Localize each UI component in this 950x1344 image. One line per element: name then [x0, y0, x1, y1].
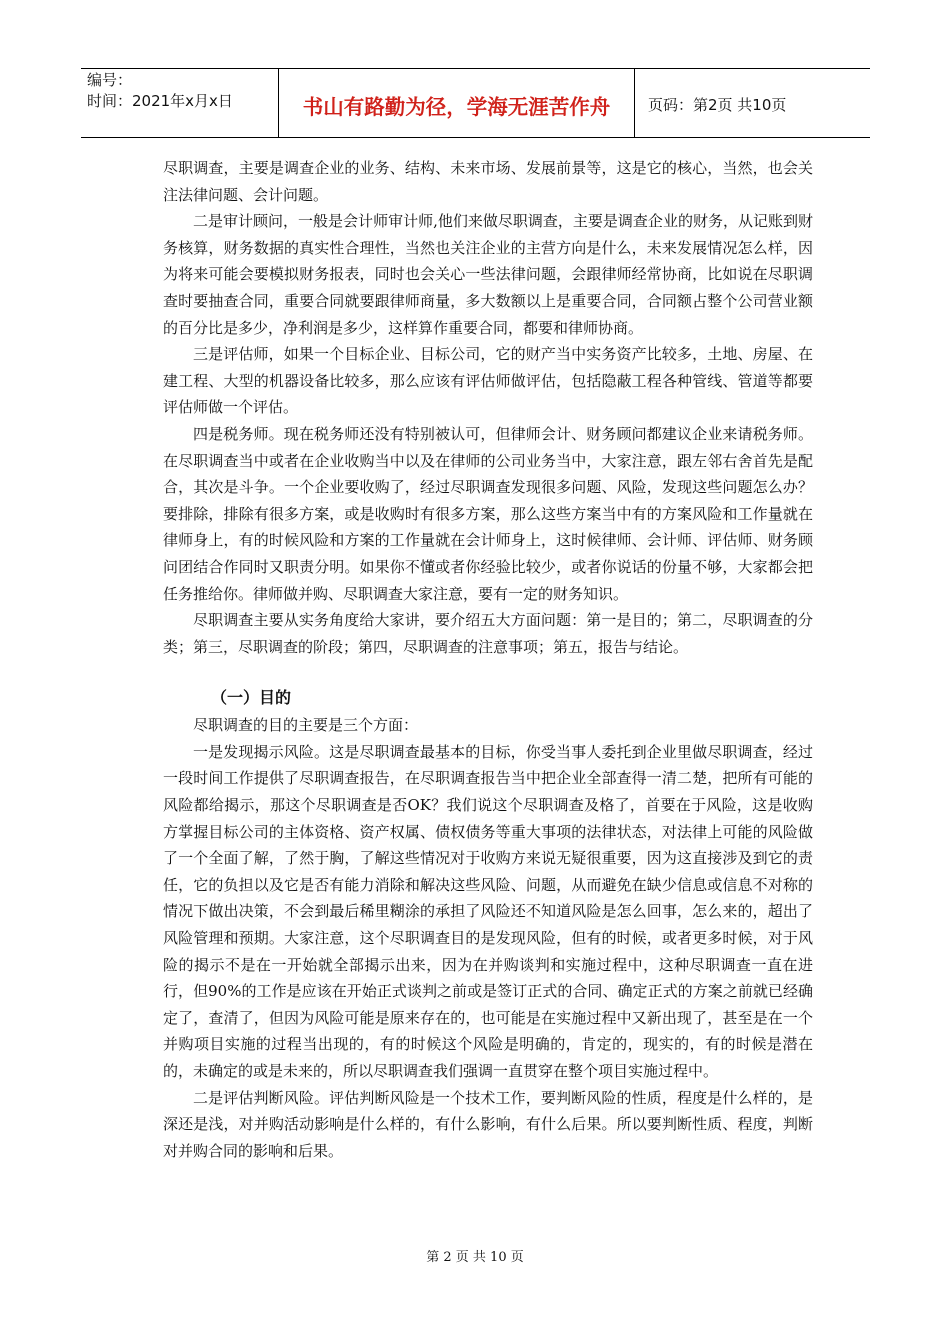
paragraph: 尽职调查的目的主要是三个方面： [193, 716, 419, 735]
number-label: 编号： [87, 71, 133, 89]
document-header [81, 68, 870, 138]
section-heading: （一）目的 [211, 688, 292, 708]
paragraph: 尽职调查主要从实务角度给大家讲，要介绍五大方面问题：第一是目的；第二，尽职调查的分类；第三，尽职调查的阶段；第四，尽职调查的注意事项；第五，报告与结论。 [163, 611, 813, 656]
header-meta [81, 69, 279, 137]
paragraph: 三是评估师，如果一个目标企业、目标公司，它的财产当中实务资产比较多，土地、房屋、在建工程、大型的机器设备比较多，那么应该有评估师做评估，包括隐蔽工程各种管线、管道等都要评估师做一个评估。 [163, 345, 813, 417]
date-text: 时间：2021年x月x日 [87, 92, 233, 110]
paragraph: 二是审计顾问，一般是会计师审计师,他们来做尽职调查，主要是调查企业的财务，从记账到财务核算，财务数据的真实性合理性，当然也关注企业的主营方向是什么，未来发展情况怎么样，因为将来可能会要模拟财务报表，同时也会关心一些法律问题，会跟律师经常协商，比如说在尽职调查时要抽查合同，重要合同就要跟律师商量，多大数额以上是重要合同，合同额占整个公司营业额的百分比是多少，净利润是多少，这样算作重要合同，都要和律师协商。 [163, 212, 813, 337]
document-body [163, 155, 813, 1164]
paragraph: 一是发现揭示风险。这是尽职调查最基本的目标，你受当事人委托到企业里做尽职调查，经过一段时间工作提供了尽职调查报告，在尽职调查报告当中把企业全部查得一清二楚，把所有可能的风险都给揭示，那这个尽职调查是否OK？我们说这个尽职调查及格了，首要在于风险，这是收购方掌握目标公司的主体资格、资产权属、债权债务等重大事项的法律状态，对法律上可能的风险做了一个全面了解，了然于胸，了解这些情况对于收购方来说无疑很重要，因为这直接涉及到它的责任，它的负担以及它是否有能力消除和解决这些风险、问题，从而避免在缺少信息或信息不对称的情况下做出决策，不会到最后稀里糊涂的承担了风险还不知道风险是怎么回事，怎么来的，超出了风险管理和预期。大家注意，这个尽职调查目的是发现风险，但有的时候，或者更多时候，对于风险的揭示不是在一开始就全部揭示出来，因为在并购谈判和实施过程中，这种尽职调查一直在进行，但90%的工作是应该在开始正式谈判之前或是签订正式的合同、确定正式的方案之前就已经确定了，查清了，但因为风险可能是原来存在的，也可能是在实施过程中又新出现了，甚至是在一个并购项目实施的过程当出现的，有的时候这个风险是明确的，肯定的，现实的，有的时候是潜在的，未确定的或是未来的，所以尽职调查我们强调一直贯穿在整个项目实施过程中。 [163, 742, 813, 1080]
header-motto: 书山有路勤为径，学海无涯苦作舟 [279, 69, 635, 137]
paragraph: 尽职调查，主要是调查企业的业务、结构、未来市场、发展前景等，这是它的核心，当然，也会关注法律问题、会计问题。 [163, 159, 813, 204]
header-page-info: 页码：第2页 共10页 [648, 95, 787, 114]
page-footer: 第 2 页 共 10 页 [426, 1250, 524, 1265]
paragraph: 四是税务师。现在税务师还没有特别被认可，但律师会计、财务顾问都建议企业来请税务师。在尽职调查当中或者在企业收购当中以及在律师的公司业务当中，大家注意，跟左邻右舍首先是配合，其次是斗争。一个企业要收购了，经过尽职调查发现很多问题、风险，发现这些问题怎么办？要排除，排除有很多方案，或是收购时有很多方案，那么这些方案当中有的方案风险和工作量就在律师身上，有的时候风险和方案的工作量就在会计师身上，这时候律师、会计师、评估师、财务顾问团结合作同时又职责分明。如果你不懂或者你经验比较少，或者你说话的份量不够，大家都会把任务推给你。律师做并购、尽职调查大家注意，要有一定的财务知识。 [163, 424, 813, 603]
paragraph: 二是评估判断风险。评估判断风险是一个技术工作，要判断风险的性质，程度是什么样的，是深还是浅，对并购活动影响是什么样的，有什么影响，有什么后果。所以要判断性质、程度，判断对并购合同的影响和后果。 [163, 1088, 813, 1160]
